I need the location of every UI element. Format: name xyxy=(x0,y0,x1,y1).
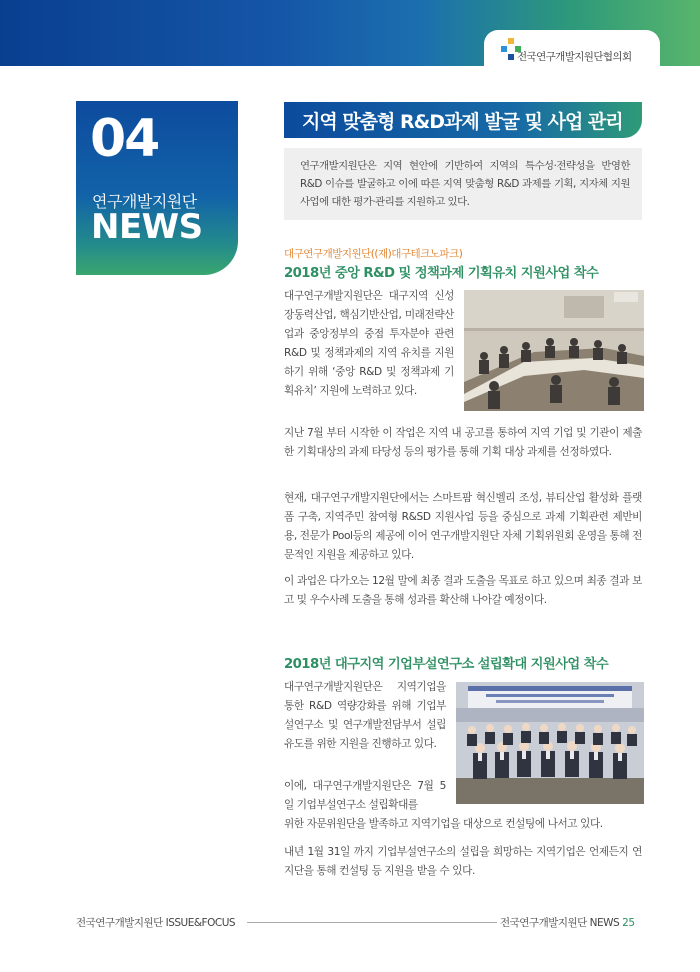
section-number: 04 xyxy=(90,109,159,169)
page-number: 25 xyxy=(622,917,635,929)
page-title-bar xyxy=(284,102,642,138)
article2-paragraph-2b: 위한 자문위원단을 발족하고 지역기업을 대상으로 컨설팅에 나서고 있다. xyxy=(284,818,603,830)
footer-right-title: 전국연구개발지원단 NEWS xyxy=(500,917,620,929)
meeting-photo xyxy=(464,290,644,411)
article2-heading: 2018년 대구지역 기업부설연구소 설립확대 지원사업 착수 xyxy=(284,657,609,672)
article2-paragraph-3: 내년 1월 31일 까지 기업부설연구소의 설립을 희망하는 지역기업은 언제든지 연지단을 통해 컨설팅 등 지원을 받을 수 있다. xyxy=(284,846,642,877)
footer-right xyxy=(500,915,635,930)
article1-heading: 2018년 중앙 R&D 및 정책과제 기획유치 지원사업 착수 xyxy=(284,266,599,281)
footer-left-title: 전국연구개발지원단 ISSUE&FOCUS xyxy=(76,917,236,929)
article1-paragraph-2: 지난 7월 부터 시작한 이 작업은 지역 내 공고를 통하여 지역 기업 및 기관이 제출한 기획대상의 과제 타당성 등의 평가를 통해 기획 대상 과제를 선정하였다. xyxy=(284,427,642,458)
group-photo xyxy=(456,682,644,804)
article2-paragraph-2a: 이에, 대구연구개발지원단은 7월 5일 기업부설연구소 설립확대를 xyxy=(284,780,446,811)
section-subtitle: 연구개발지원단 xyxy=(92,192,197,211)
article1-paragraph-1: 대구연구개발지원단은 대구지역 신성장동력산업, 핵심기반산업, 미래전략산업과 중앙정부의 중점 투자분야 관련 R&D 및 정책과제의 지역 유치를 지원하기 위해 ‘중앙 R&D 및 정책과제 기획유치’ 지원에 노력하고 있다. xyxy=(284,290,454,397)
article1-source-label: 대구연구개발지원단((재)대구테크노파크) xyxy=(284,248,463,260)
article1-paragraph-3: 현재, 대구연구개발지원단에서는 스마트팜 혁신벨리 조성, 뷰티산업 활성화 플랫폼 구축, 지역주민 참여형 R&SD 지원사업 등을 중심으로 과제 기획관련 제반비용, 전문가 Pool등의 제공에 이어 연구개발지원단 자체 기획위원회 운영을 통해 전문적인 지원을 제공하고 있다. xyxy=(284,492,642,561)
article1-paragraph-4: 이 과업은 다가오는 12월 말에 최종 결과 도출을 목표로 하고 있으며 최종 결과 보고 및 우수사례 도출을 통해 성과를 확산해 나아갈 예정이다. xyxy=(284,575,642,606)
intro-box xyxy=(284,148,642,220)
footer-divider xyxy=(247,922,497,923)
organization-name: 전국연구개발지원단협의회 xyxy=(517,51,632,63)
page-title: 지역 맞춤형 R&D과제 발굴 및 사업 관리 xyxy=(302,111,623,133)
section-badge xyxy=(76,101,238,275)
article2-paragraph-1: 대구연구개발지원단은 지역기업을 통한 R&D 역량강화를 위해 기업부설연구소 및 연구개발전담부서 설립 유도를 위한 지원을 진행하고 있다. xyxy=(284,681,446,750)
intro-text: 연구개발지원단은 지역 현안에 기반하여 지역의 특수성·전략성을 반영한 R&D 이슈를 발굴하고 이에 따른 지역 맞춤형 R&D 과제를 기획, 지자체 지원사업에 대한 평가·관리를 지원하고 있다. xyxy=(300,160,630,208)
section-title: NEWS xyxy=(91,207,203,247)
